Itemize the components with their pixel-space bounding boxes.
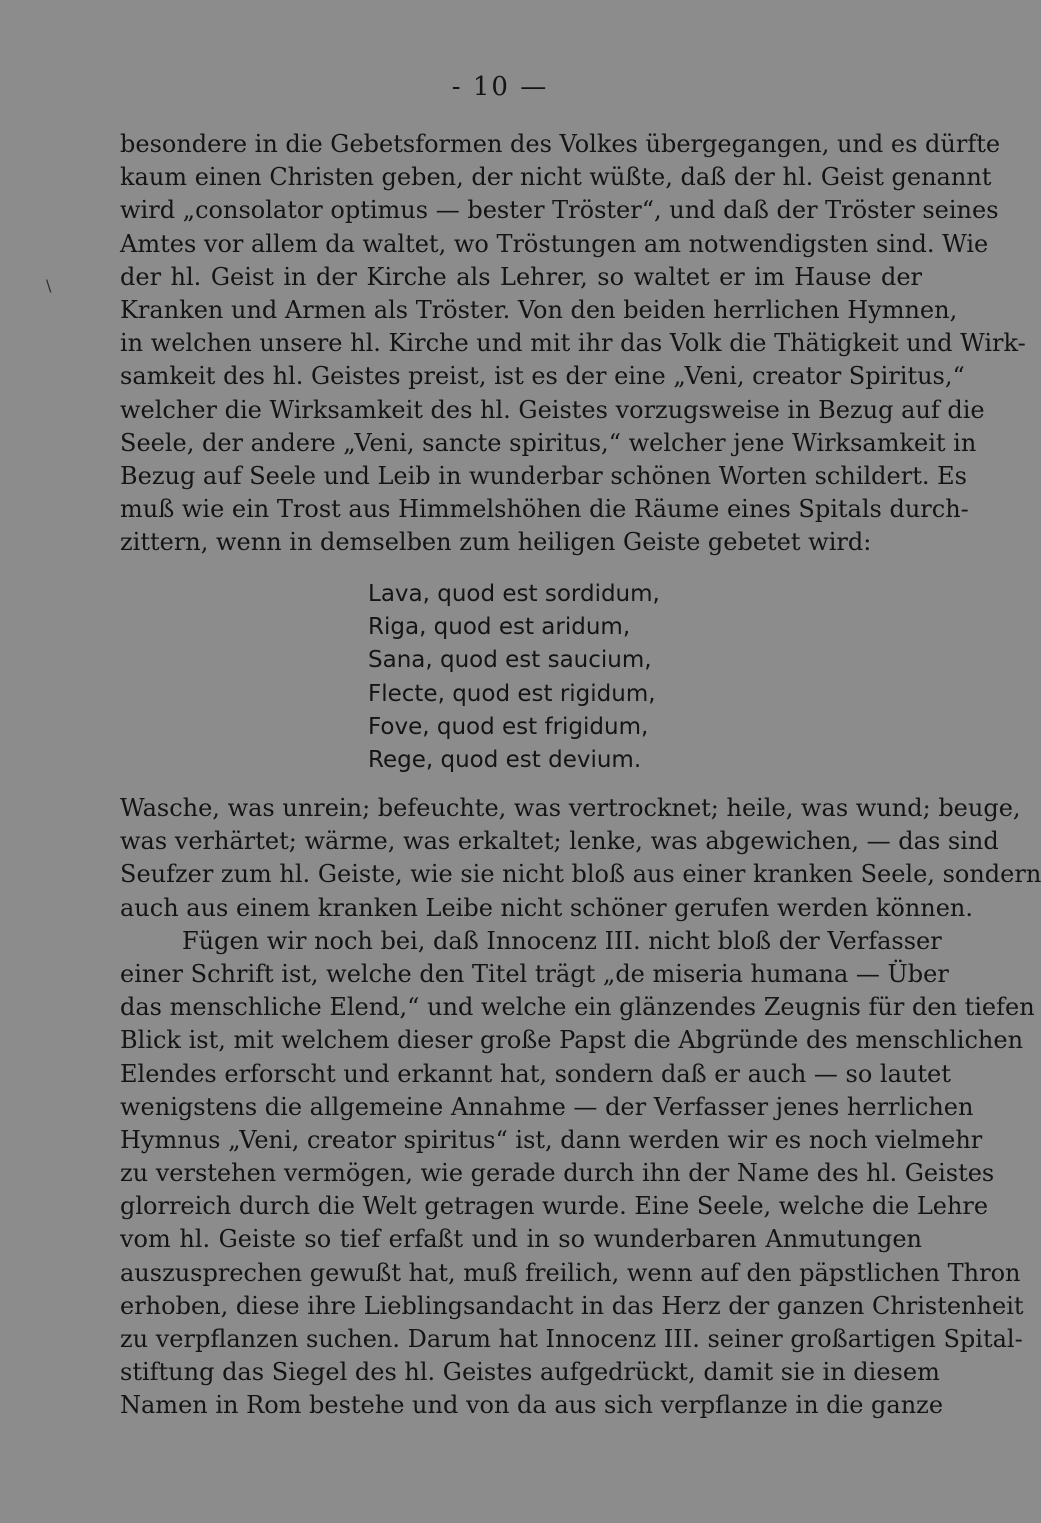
text-line: zu verpflanzen suchen. Darum hat Innocenz III. seiner großartigen Spital- — [120, 1325, 1023, 1353]
text-line: wird „consolator optimus — bester Tröster“, und daß der Tröster seines — [120, 196, 999, 225]
paragraph-1 — [120, 128, 1026, 559]
text-line: Seele, der andere „Veni, sancte spiritus,“ welcher jene Wirksamkeit in — [120, 428, 977, 457]
text-line: erhoben, diese ihre Lieblingsandacht in das Herz der ganzen Christenheit — [120, 1291, 1024, 1320]
text-line: Seufzer zum hl. Geiste, wie sie nicht bloß aus einer kranken Seele, sondern — [120, 860, 1041, 889]
text-line: in welchen unsere hl. Kirche und mit ihr das Volk die Thätigkeit und Wirk- — [120, 329, 1026, 358]
verse-line: Rege, quod est devium. — [368, 746, 642, 773]
text-line: auszusprechen gewußt hat, muß freilich, wenn auf den päpstlichen Thron — [120, 1258, 1021, 1287]
text-line: Bezug auf Seele und Leib in wunderbar schönen Worten schildert. Es — [120, 461, 967, 490]
text-line: samkeit des hl. Geistes preist, ist es der eine „Veni, creator Spiritus,“ — [120, 362, 965, 391]
text-line: zu verstehen vermögen, wie gerade durch ihn der Name des hl. Geistes — [120, 1159, 995, 1188]
text-line: Fügen wir noch bei, daß Innocenz III. nicht bloß der Verfasser — [182, 926, 942, 955]
text-line: Hymnus „Veni, creator spiritus“ ist, dann werden wir es noch vielmehr — [120, 1125, 983, 1154]
text-line: Blick ist, mit welchem dieser große Papst die Abgründe des menschlichen — [120, 1026, 1024, 1055]
margin-mark: \ — [46, 276, 52, 295]
verse-line: Riga, quod est aridum, — [368, 614, 631, 641]
text-line: Wasche, was unrein; befeuchte, was vertrocknet; heile, was wund; beuge, — [120, 794, 1021, 822]
text-line: besondere in die Gebetsformen des Volkes übergegangen, und es dürfte — [120, 130, 1001, 158]
verse-line: Sana, quod est saucium, — [368, 647, 652, 674]
text-line: wenigstens die allgemeine Annahme — der Verfasser jenes herrlichen — [120, 1092, 974, 1121]
verse-line: Lava, quod est sordidum, — [368, 581, 660, 607]
page-number: - 10 — — [451, 72, 549, 102]
text-line: der hl. Geist in der Kirche als Lehrer, so waltet er im Hause der — [120, 262, 922, 291]
text-line: das menschliche Elend,“ und welche ein glänzendes Zeugnis für den tiefen — [120, 993, 1035, 1022]
text-line: was verhärtet; wärme, was erkaltet; lenke, was abgewichen, — das sind — [120, 827, 999, 856]
text-line: glorreich durch die Welt getragen wurde. Eine Seele, welche die Lehre — [120, 1192, 989, 1221]
hymn-verse — [368, 578, 660, 777]
text-line: vom hl. Geiste so tief erfaßt und in so wunderbaren Anmutungen — [120, 1225, 922, 1254]
text-line: Amtes vor allem da waltet, wo Tröstungen am notwendigsten sind. Wie — [120, 229, 989, 258]
verse-line: Fove, quod est frigidum, — [368, 713, 649, 740]
verse-line: Flecte, quod est rigidum, — [368, 680, 656, 707]
text-line: zittern, wenn in demselben zum heiligen Geiste gebetet wird: — [120, 528, 872, 557]
text-line: welcher die Wirksamkeit des hl. Geistes vorzugsweise in Bezug auf die — [120, 395, 985, 424]
text-line: stiftung das Siegel des hl. Geistes aufgedrückt, damit sie in diesem — [120, 1358, 940, 1387]
text-line: kaum einen Christen geben, der nicht wüßte, daß der hl. Geist genannt — [120, 163, 992, 192]
text-line: Namen in Rom bestehe und von da aus sich verpflanze in die ganze — [120, 1391, 944, 1420]
text-line: einer Schrift ist, welche den Titel trägt „de miseria humana — Über — [120, 959, 949, 988]
text-line: Elendes erforscht und erkannt hat, sondern daß er auch — so lautet — [120, 1059, 951, 1088]
paragraph-2 — [120, 792, 1041, 1423]
text-line: auch aus einem kranken Leibe nicht schöner gerufen werden können. — [120, 893, 974, 922]
text-line: Kranken und Armen als Tröster. Von den beiden herrlichen Hymnen, — [120, 295, 958, 324]
text-line: muß wie ein Trost aus Himmelshöhen die Räume eines Spitals durch- — [120, 495, 969, 524]
